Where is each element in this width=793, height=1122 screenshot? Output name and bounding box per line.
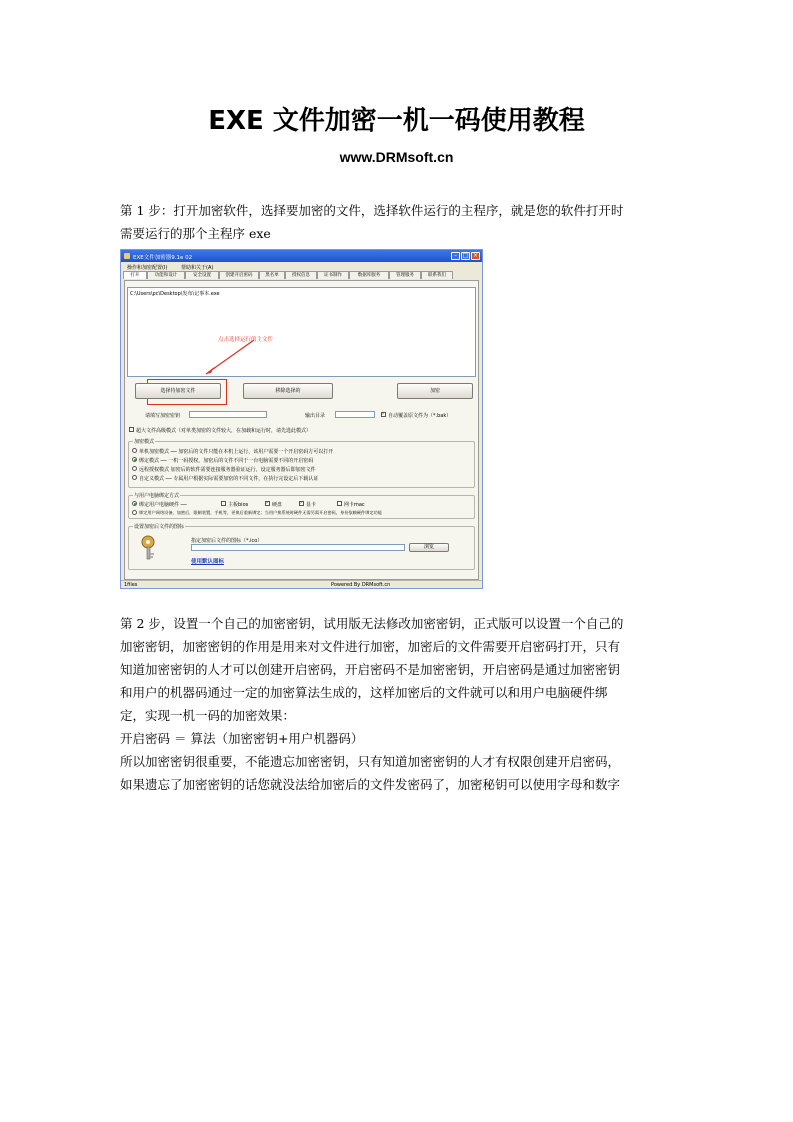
tab-security[interactable]: 安全设置 bbox=[185, 271, 219, 279]
mode-group bbox=[128, 441, 475, 488]
step2-line: 所以加密密钥很重要，不能遗忘加密密钥，只有知道加密密钥的人才有权限创建开启密码， bbox=[120, 754, 621, 769]
bios-label: 主板bios bbox=[228, 502, 249, 508]
icon-label: 指定加密后文件的图标（*.ico） bbox=[191, 538, 263, 544]
browse-button[interactable]: 浏览 bbox=[409, 543, 449, 552]
website-link[interactable]: www.DRMsoft.cn bbox=[339, 149, 454, 165]
main-pane bbox=[124, 280, 479, 580]
big-file-label: 超大文件高级模式（对单类加密的文件较大，在加载和运行时，请先选此模式） bbox=[136, 428, 312, 434]
status-powered-by: Powered By DRMsoft.cn bbox=[331, 582, 391, 588]
output-input[interactable] bbox=[335, 411, 375, 418]
key-input[interactable] bbox=[189, 411, 267, 418]
encrypt-button[interactable]: 加密 bbox=[397, 383, 473, 399]
step2-paragraph bbox=[120, 612, 676, 796]
bind-group-title: 与用户电脑绑定方式 bbox=[134, 493, 180, 499]
bind-radio-network[interactable] bbox=[132, 510, 137, 515]
icon-group bbox=[128, 526, 475, 570]
mode-option: 单机加密模式 ── 加密后的文件只能在本机上运行，该用户需要一个开启密码方可以打开 bbox=[139, 449, 334, 455]
status-bar bbox=[121, 580, 482, 589]
bind-option: 绑定用户网络设备，加密后，限制装置，手机等，更换后重新绑定；当用户换系统时硬件无需另需开启密码，身份依赖硬件绑定功能 bbox=[139, 510, 382, 515]
step2-line: 定，实现一机一码的加密效果： bbox=[120, 708, 296, 723]
bios-checkbox[interactable] bbox=[221, 501, 226, 506]
key-label: 请填写加密密钥 bbox=[145, 413, 181, 419]
window-titlebar bbox=[121, 250, 482, 262]
step2-line: 知道加密密钥的人才可以创建开启密码，开启密码不是加密密钥，开启密码是通过加密密钥 bbox=[120, 662, 621, 677]
overwrite-label: 自动覆盖原文件为（*.bak） bbox=[388, 413, 452, 419]
mode-radio-single[interactable] bbox=[132, 448, 137, 453]
formula-line: 开启密码 ＝ 算法（加密密钥+用户机器码） bbox=[120, 731, 364, 746]
bind-option: 绑定用户电脑硬件 ── bbox=[139, 502, 187, 508]
remove-selected-button[interactable]: 移除选择的 bbox=[243, 383, 333, 399]
step2-line: 和用户的机器码通过一定的加密算法生成的，这样加密后的文件就可以和用户电脑硬件绑 bbox=[120, 685, 608, 700]
gpu-label: 显卡 bbox=[306, 502, 317, 508]
mode-group-title: 加密模式 bbox=[134, 439, 155, 445]
menu-item-help[interactable]: 帮助和关于(A) bbox=[181, 265, 214, 271]
icon-path-input[interactable] bbox=[191, 544, 405, 551]
tab-database-service[interactable]: 数据库服务 bbox=[349, 271, 389, 279]
bind-radio-hardware[interactable] bbox=[132, 501, 137, 506]
status-file-count: 1files bbox=[124, 582, 138, 588]
annotation-label: 点击选择运行的主文件 bbox=[218, 337, 274, 343]
default-icon-link[interactable]: 使用默认图标 bbox=[191, 559, 225, 565]
step2-line: 加密密钥，加密密钥的作用是用来对文件进行加密，加密后的文件需要开启密码打开，只有 bbox=[120, 639, 621, 654]
gpu-checkbox[interactable] bbox=[299, 501, 304, 506]
tab-license-info[interactable]: 授权信息 bbox=[285, 271, 317, 279]
step2-line: 如果遗忘了加密密钥的话您就没法给加密后的文件发密码了，加密秘钥可以使用字母和数字 bbox=[120, 777, 621, 792]
window-title: EXE文件加密器9.1e 02 bbox=[133, 255, 193, 261]
step1-paragraph bbox=[120, 199, 676, 245]
key-icon bbox=[139, 534, 161, 560]
tab-strip bbox=[123, 271, 480, 280]
tab-create-password[interactable]: 创建开启密码 bbox=[219, 271, 259, 279]
menu-item-config[interactable]: 操作和加密配置(I) bbox=[127, 265, 168, 271]
disk-checkbox[interactable] bbox=[265, 501, 270, 506]
tab-open[interactable]: 打开 bbox=[123, 271, 147, 279]
output-label: 输出目录 bbox=[305, 413, 326, 419]
app-icon bbox=[124, 253, 130, 259]
overwrite-checkbox[interactable] bbox=[381, 412, 386, 417]
step2-line: 第 2 步，设置一个自己的加密密钥，试用版无法修改加密密钥，正式版可以设置一个自己的 bbox=[120, 616, 624, 631]
maximize-icon[interactable]: □ bbox=[462, 252, 469, 259]
select-file-button[interactable]: 选择待加密文件 bbox=[135, 383, 221, 399]
tab-blacklist[interactable]: 黑名单 bbox=[259, 271, 285, 279]
bind-group bbox=[128, 495, 475, 519]
document-title: EXE 文件加密一机一码使用教程 bbox=[208, 106, 585, 136]
icon-group-title: 设置加密后文件的图标 bbox=[134, 524, 185, 530]
disk-label: 硬盘 bbox=[272, 502, 283, 508]
mac-label: 网卡mac bbox=[344, 502, 365, 508]
file-path[interactable]: C:\Users\pc\Desktop\发布\记事本.exe bbox=[130, 291, 220, 297]
tab-contact[interactable]: 联系我们 bbox=[421, 271, 453, 279]
app-screenshot bbox=[120, 249, 483, 589]
mode-radio-custom[interactable] bbox=[132, 475, 137, 480]
minimize-icon[interactable]: – bbox=[451, 252, 460, 260]
menu-bar bbox=[121, 263, 482, 271]
mode-radio-bind[interactable] bbox=[132, 457, 137, 462]
annotation-arrow-icon bbox=[128, 288, 248, 348]
mode-option: 绑定模式 ── 一机一码授权，加密后的文件不同于一台电脑需要不同的开启密码 bbox=[139, 458, 314, 464]
mode-radio-remote[interactable] bbox=[132, 466, 137, 471]
tab-manage-service[interactable]: 管理服务 bbox=[389, 271, 421, 279]
file-list[interactable] bbox=[127, 287, 476, 377]
mac-checkbox[interactable] bbox=[337, 501, 342, 506]
tab-certificate[interactable]: 证书制作 bbox=[317, 271, 349, 279]
mode-option: 远程授权模式 加密后的软件需要连接服务器验证运行，设定服务器后即加密文件 bbox=[139, 467, 316, 473]
tab-features[interactable]: 功能和设计 bbox=[147, 271, 185, 279]
big-file-checkbox[interactable] bbox=[129, 427, 134, 432]
close-icon[interactable]: × bbox=[472, 252, 479, 259]
step1-line: 需要运行的那个主程序 exe bbox=[120, 226, 271, 241]
mode-option: 自定义模式 ── 专属用户根据实际需要加密的不同文件，在执行完设定后下载认证 bbox=[139, 476, 319, 482]
step1-line: 第 1 步：打开加密软件，选择要加密的文件，选择软件运行的主程序，就是您的软件打开时 bbox=[120, 203, 624, 218]
